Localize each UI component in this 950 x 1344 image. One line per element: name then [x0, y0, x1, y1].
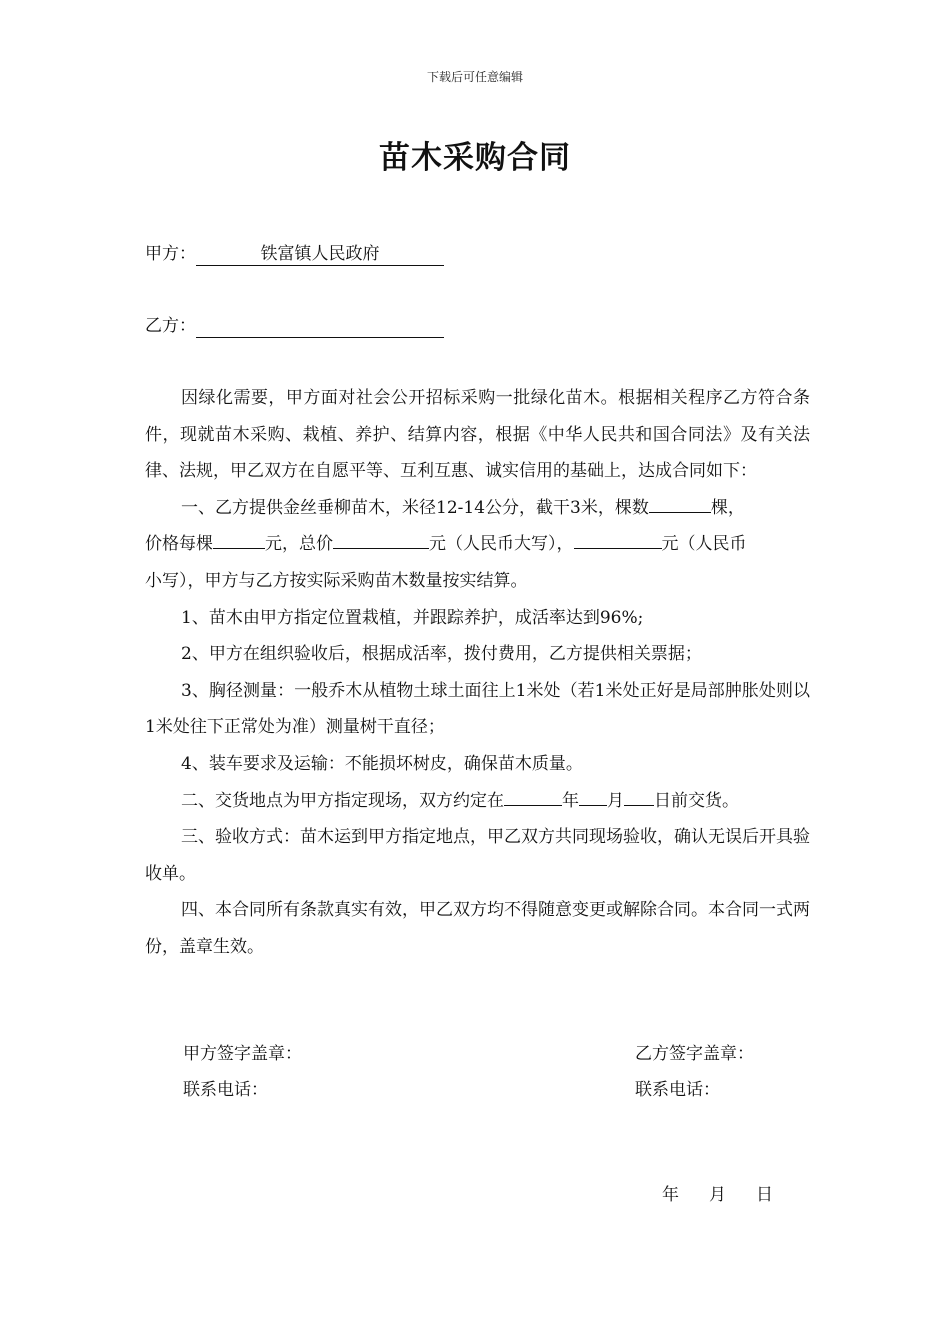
party-a-sign-label: 甲方签字盖章： [183, 1044, 302, 1064]
party-b-signature-block [635, 1036, 754, 1108]
intro-paragraph: 因绿化需要，甲方面对社会公开招标采购一批绿化苗木。根据相关程序乙方符合条件，现就苗木采购、栽植、养护、结算内容，根据《中华人民共和国合同法》及有关法律、法规，甲乙双方在自愿平等、互利互惠、诚实信用的基础上，达成合同如下： [145, 388, 810, 482]
party-b-line [145, 314, 444, 338]
item-1-text-a: 一、乙方提供金丝垂柳苗木，米径12-14公分，截干3米，棵数 [181, 497, 649, 518]
total-price-figures-blank[interactable] [574, 528, 662, 549]
document-title: 苗木采购合同 [379, 140, 571, 176]
item-1-line-2 [145, 526, 810, 563]
tree-count-blank[interactable] [649, 492, 711, 513]
item-1-text-d: 元，总价 [265, 534, 333, 555]
delivery-year-blank[interactable] [504, 785, 562, 806]
delivery-month-blank[interactable] [579, 785, 607, 806]
party-b-phone-label: 联系电话： [635, 1080, 720, 1100]
item-2-month-label: 月 [607, 790, 624, 811]
item-1-line-3: 小写），甲方与乙方按实际采购苗木数量按实结算。 [145, 570, 528, 591]
item-1-text-b: 棵， [710, 497, 745, 518]
sub-item-3: 3、胸径测量：一般乔木从植物土球土面往上1米处（若1米处正好是局部肿胀处则以1米处往下正常处为准）测量树干直径； [145, 680, 810, 738]
item-1-text-c: 价格每棵 [145, 534, 213, 555]
delivery-day-blank[interactable] [624, 785, 654, 806]
party-a-signature-block [183, 1036, 302, 1108]
item-1-text-f: 元（人民币 [661, 534, 747, 555]
party-a-label: 甲方： [145, 244, 196, 264]
item-4: 四、本合同所有条款真实有效，甲乙双方均不得随意变更或解除合同。本合同一式两份，盖章生效。 [145, 900, 810, 957]
item-1-line-1 [145, 490, 810, 527]
unit-price-blank[interactable] [213, 528, 265, 549]
party-a-phone-label: 联系电话： [183, 1080, 268, 1100]
header-note: 下载后可任意编辑 [426, 70, 523, 84]
party-a-line [145, 242, 444, 266]
date-day-label: 日 [756, 1185, 773, 1205]
contract-body [145, 380, 810, 966]
date-year-label: 年 [662, 1185, 679, 1205]
item-3: 三、验收方式：苗木运到甲方指定地点，甲乙双方共同现场验收，确认无误后开具验收单。 [145, 827, 810, 884]
item-2-text-d: 日前交货。 [654, 790, 739, 811]
signing-date [662, 1180, 773, 1205]
total-price-words-blank[interactable] [333, 528, 429, 549]
item-2 [145, 783, 810, 820]
party-a-name-field[interactable]: 铁富镇人民政府 [196, 243, 444, 266]
item-1-text-e: 元（人民币大写）， [429, 534, 574, 555]
party-b-sign-label: 乙方签字盖章： [635, 1044, 754, 1064]
item-2-text-a: 二、交货地点为甲方指定现场，双方约定在 [181, 790, 504, 811]
item-2-year-label: 年 [562, 790, 579, 811]
sub-item-1: 1、苗木由甲方指定位置栽植，并跟踪养护，成活率达到96%; [181, 607, 644, 628]
party-b-label: 乙方： [145, 316, 196, 336]
sub-item-2: 2、甲方在组织验收后，根据成活率，拨付费用，乙方提供相关票据； [181, 644, 702, 665]
sub-item-4: 4、装车要求及运输：不能损坏树皮，确保苗木质量。 [181, 753, 583, 774]
party-b-name-field[interactable] [196, 315, 444, 338]
date-month-label: 月 [709, 1185, 726, 1205]
